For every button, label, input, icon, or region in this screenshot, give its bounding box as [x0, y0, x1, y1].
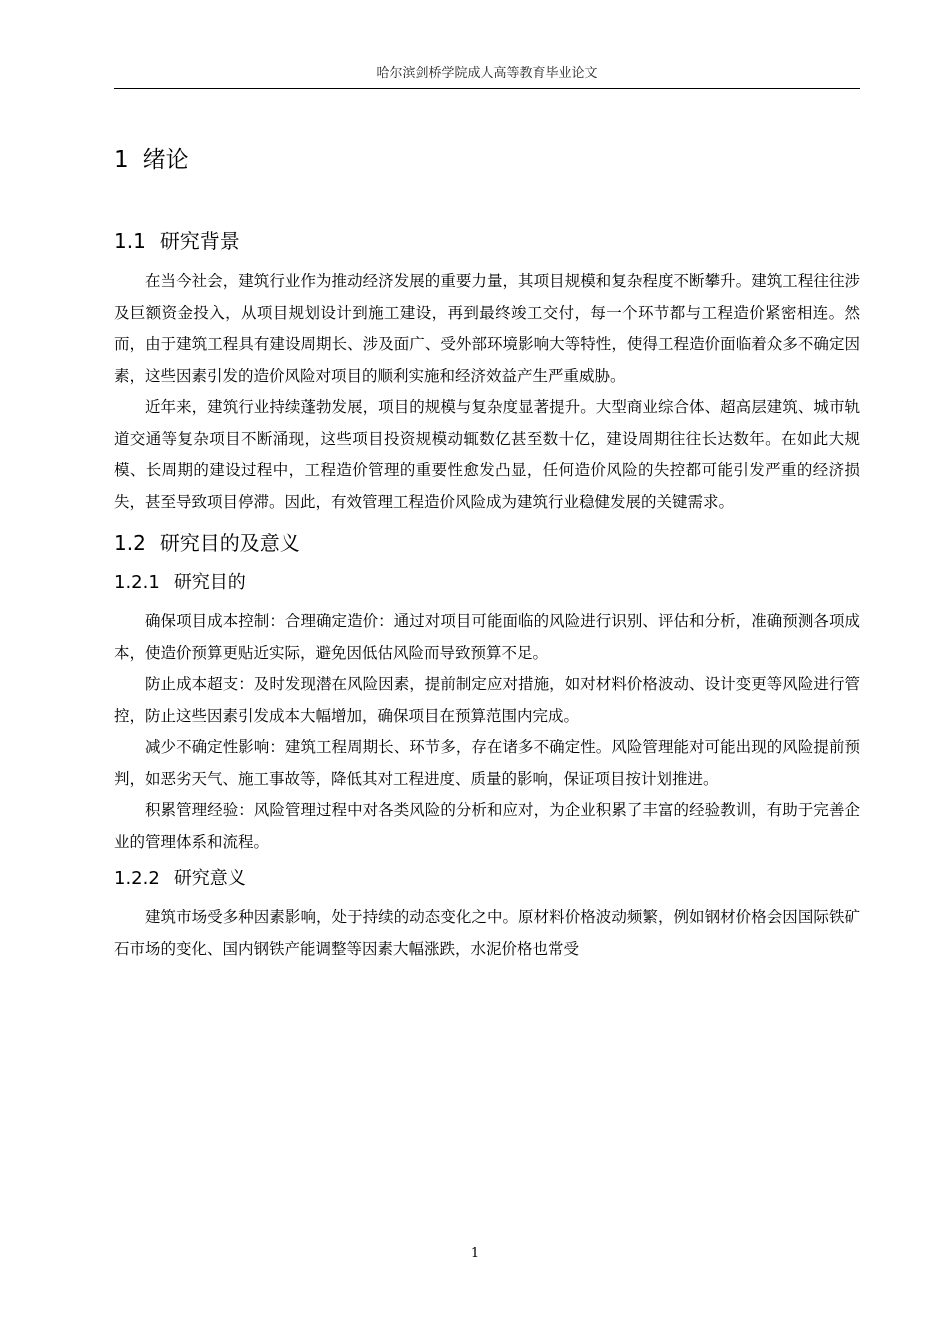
- section-title-text: 研究目的及意义: [159, 531, 300, 555]
- page-number: 1: [470, 1246, 480, 1261]
- section-number: 1.1: [114, 229, 146, 253]
- paragraph: 在当今社会，建筑行业作为推动经济发展的重要力量，其项目规模和复杂程度不断攀升。建筑工程往往涉及巨额资金投入，从项目规划设计到施工建设，再到最终竣工交付，每一个环节都与工程造价紧密相连。然而，由于建筑工程具有建设周期长、涉及面广、受外部环境影响大等特性，使得工程造价面临着众多不确定因素，这些因素引发的造价风险对项目的顺利实施和经济效益产生严重威胁。: [114, 272, 860, 385]
- section-number: 1.2: [114, 531, 146, 555]
- chapter-title-text: 绪论: [142, 147, 189, 173]
- paragraph: 减少不确定性影响：建筑工程周期长、环节多，存在诸多不确定性。风险管理能对可能出现的风险提前预判，如恶劣天气、施工事故等，降低其对工程进度、质量的影响，保证项目按计划推进。: [114, 738, 860, 788]
- header-rule: [114, 88, 860, 89]
- section-title-text: 研究背景: [159, 229, 240, 253]
- subsection-title-text: 研究意义: [173, 868, 246, 889]
- chapter-title: [114, 140, 860, 180]
- paragraph: 建筑市场受多种因素影响，处于持续的动态变化之中。原材料价格波动频繁，例如钢材价格会因国际铁矿石市场的变化、国内钢铁产能调整等因素大幅涨跌，水泥价格也常受: [114, 908, 860, 958]
- paragraph: 近年来，建筑行业持续蓬勃发展，项目的规模与复杂度显著提升。大型商业综合体、超高层建筑、城市轨道交通等复杂项目不断涌现，这些项目投资规模动辄数亿甚至数十亿，建设周期往往长达数年。在如此大规模、长周期的建设过程中，工程造价管理的重要性愈发凸显，任何造价风险的失控都可能引发严重的经济损失，甚至导致项目停滞。因此，有效管理工程造价风险成为建筑行业稳健发展的关键需求。: [114, 398, 860, 511]
- paragraph: 确保项目成本控制：合理确定造价：通过对项目可能面临的风险进行识别、评估和分析，准确预测各项成本，使造价预算更贴近实际，避免因低估风险而导致预算不足。: [114, 612, 860, 662]
- paragraph: 积累管理经验：风险管理过程中对各类风险的分析和应对，为企业积累了丰富的经验教训，有助于完善企业的管理体系和流程。: [114, 801, 860, 851]
- body-text: [114, 140, 860, 965]
- subsection-title-text: 研究目的: [173, 572, 246, 593]
- section-title-1-1: [114, 224, 860, 258]
- subsection-title-1-2-2: [114, 864, 860, 894]
- running-header: 哈尔滨剑桥学院成人高等教育毕业论文: [376, 66, 598, 81]
- paragraph: 防止成本超支：及时发现潜在风险因素，提前制定应对措施，如对材料价格波动、设计变更等风险进行管控，防止这些因素引发成本大幅增加，确保项目在预算范围内完成。: [114, 675, 860, 725]
- section-title-1-2: [114, 526, 860, 560]
- chapter-number: 1: [114, 147, 129, 173]
- subsection-number: 1.2.2: [114, 868, 160, 889]
- subsection-title-1-2-1: [114, 568, 860, 598]
- subsection-number: 1.2.1: [114, 572, 160, 593]
